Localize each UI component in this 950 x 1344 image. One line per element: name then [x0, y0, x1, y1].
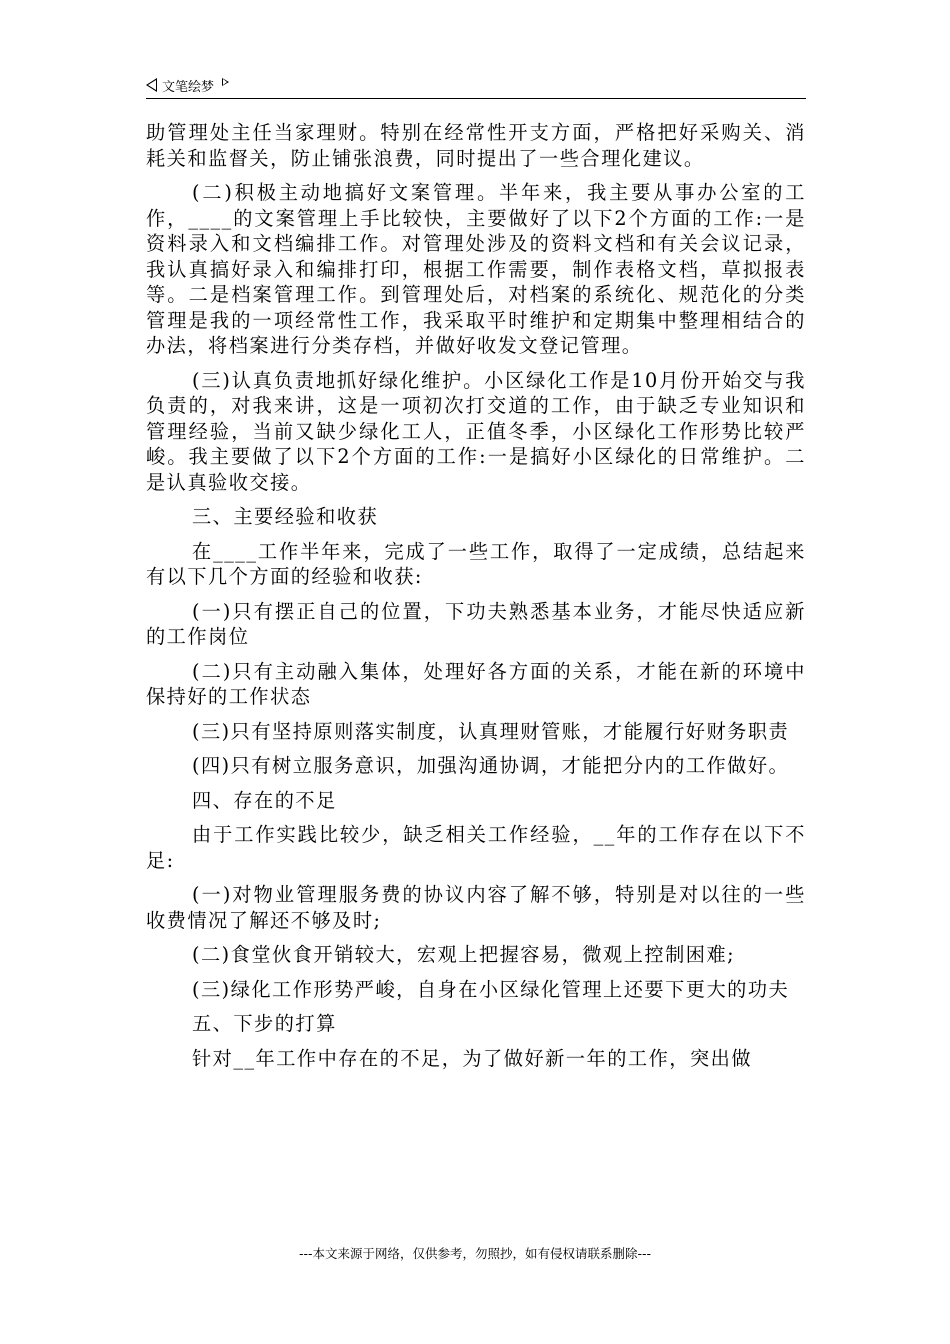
left-triangle-icon [146, 78, 157, 92]
page-footer: ---本文来源于网络，仅供参考，勿照抄，如有侵权请联系删除--- [298, 1246, 652, 1261]
header-title: 文笔绘梦 [162, 79, 215, 95]
paragraph: (三)认真负责地抓好绿化维护。小区绿化工作是10月份开始交与我负责的，对我来讲，这是一项初次打交道的工作，由于缺乏专业知识和管理经验，当前又缺少绿化工人，正值冬季，小区绿化工作形势比较严峻。我主要做了以下2个方面的工作:一是搞好小区绿化的日常维护。二是认真验收交接。 [146, 368, 806, 494]
paragraph: 助管理处主任当家理财。特别在经常性开支方面，严格把好采购关、消耗关和监督关，防止铺张浪费，同时提出了一些合理化建议。 [146, 121, 806, 170]
paragraph: (二)食堂伙食开销较大，宏观上把握容易，微观上控制困难; [192, 943, 736, 966]
section-heading: 四、存在的不足 [192, 788, 337, 812]
section-heading: 五、下步的打算 [192, 1012, 337, 1035]
paragraph: 由于工作实践比较少，缺乏相关工作经验，__年的工作存在以下不足: [146, 823, 806, 872]
document-body [146, 120, 806, 1080]
paragraph: (一)对物业管理服务费的协议内容了解不够，特别是对以往的一些收费情况了解还不够及时; [146, 883, 806, 932]
paragraph: (二)积极主动地搞好文案管理。半年来，我主要从事办公室的工作，____的文案管理上手比较快，主要做好了以下2个方面的工作:一是资料录入和文档编排工作。对管理处涉及的资料文档和有关会议记录，我认真搞好录入和编排打印，根据工作需要，制作表格文档，草拟报表等。二是档案管理工作。到管理处后，对档案的系统化、规范化的分类管理是我的一项经常性工作，我采取平时维护和定期集中整理相结合的办法，将档案进行分类存档，并做好收发文登记管理。 [146, 181, 806, 357]
paragraph: (一)只有摆正自己的位置，下功夫熟悉基本业务，才能尽快适应新的工作岗位 [146, 599, 806, 648]
paragraph: (二)只有主动融入集体，处理好各方面的关系，才能在新的环境中保持好的工作状态 [146, 659, 806, 708]
paragraph: 针对__年工作中存在的不足，为了做好新一年的工作，突出做 [192, 1046, 753, 1070]
page-header [146, 76, 229, 94]
paragraph: (三)只有坚持原则落实制度，认真理财管账，才能履行好财务职责 [192, 719, 790, 743]
paragraph: (三)绿化工作形势严峻，自身在小区绿化管理上还要下更大的功夫 [192, 977, 790, 1001]
paragraph: (四)只有树立服务意识，加强沟通协调，才能把分内的工作做好。 [192, 754, 790, 777]
paragraph: 在____工作半年来，完成了一些工作，取得了一定成绩，总结起来有以下几个方面的经验和收获: [146, 539, 806, 588]
section-heading: 三、主要经验和收获 [192, 505, 379, 528]
header-rule [146, 98, 806, 99]
right-triangle-icon [222, 78, 229, 86]
